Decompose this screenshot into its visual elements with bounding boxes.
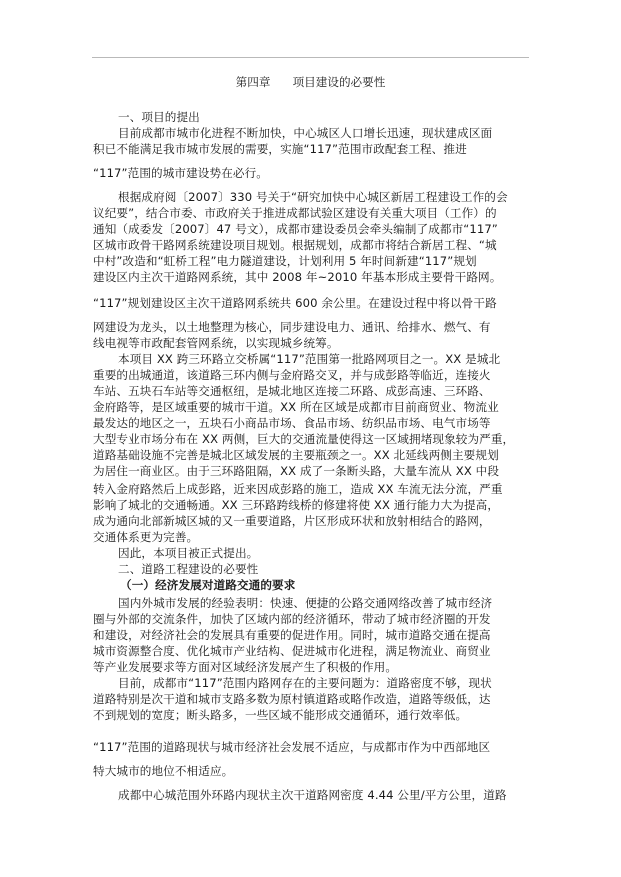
- paragraph-line: 根据成府阅〔2007〕330 号关于“研究加快中心城区新居工程建设工作的会: [118, 190, 508, 204]
- paragraph-line: 目前，成都市“117”范围内路网存在的主要问题为：道路密度不够，现状: [118, 676, 492, 690]
- paragraph-line: 转入金府路然后上成彭路，近来因成彭路的施工，造成 XX 车流无法分流，严重: [93, 482, 503, 496]
- paragraph-line: 本项目 XX 跨三环路立交桥属“117”范围第一批路网项目之一。XX 是城北: [118, 352, 501, 366]
- paragraph-line: 为居住一商业区。由于三环路阻隔，XX 成了一条断头路，大量车流从 XX 中段: [93, 464, 500, 478]
- paragraph-line: 交通体系更为完善。: [93, 530, 199, 544]
- section-heading-1: 一、项目的提出: [118, 110, 200, 124]
- paragraph-line: 议纪要”，结合市委、市政府关于推进成都试验区建设有关重大项目（工作）的: [93, 206, 497, 220]
- paragraph-line: 建设区内主次干道路网系统，其中 2008 年~2010 年基本形成主要骨干路网。: [93, 270, 502, 284]
- paragraph-line: 道路特别是次干道和城市支路多数为原村镇道路或略作改造，道路等级低，达: [93, 692, 491, 706]
- paragraph-line: 目前成都市城市化进程不断加快，中心城区人口增长迅速，现状建成区面: [118, 126, 493, 140]
- paragraph-line: “117”规划建设区主次干道路网系统共 600 余公里。在建设过程中将以骨干路: [93, 296, 497, 310]
- paragraph-line: 网建设为龙头，以土地整理为核心，同步建设电力、通讯、给排水、燃气、有: [93, 320, 491, 334]
- paragraph-line: 通知（成委发〔2007〕47 号文），成都市建设委员会牵头编制了成都市“117”: [93, 222, 498, 236]
- paragraph-line: 车站、五块石车站等交通枢纽，是城北地区连接二环路、成彭高速、三环路、: [93, 384, 491, 398]
- paragraph-line: 特大城市的地位不相适应。: [93, 764, 234, 778]
- subsection-heading: （一）经济发展对道路交通的要求: [120, 578, 296, 592]
- paragraph-line: 城市资源整合度、优化城市产业结构、促进城市化进程，满足物流业、商贸业: [93, 644, 491, 658]
- paragraph-line: 影响了城北的交通畅通。XX 三环路跨线桥的修建将使 XX 通行能力大为提高，: [93, 498, 500, 512]
- paragraph-line: 和建设，对经济社会的发展具有重要的促进作用。同时，城市道路交通在提高: [93, 628, 491, 642]
- paragraph-line: 重要的出城通道，该道路三环内侧与金府路交叉，并与成彭路等临近，连接火: [93, 368, 491, 382]
- paragraph-line: 不到规划的宽度；断头路多，一些区域不能形成交通循环，通行效率低。: [93, 708, 468, 722]
- paragraph-line: “117”范围的道路现状与城市经济社会发展不适应，与成都市作为中西部地区: [93, 740, 491, 754]
- paragraph-line: 区城市政骨干路网系统建设项目规划。根据规划，成都市将结合新居工程、“城: [93, 238, 497, 252]
- paragraph-line: 因此，本项目被正式提出。: [118, 546, 259, 560]
- paragraph-line: 成都中心城范围外环路内现状主次干道路网密度 4.44 公里/平方公里，道路: [118, 788, 507, 802]
- paragraph-line: “117”范围的城市建设势在必行。: [93, 166, 268, 180]
- paragraph-line: 成为通向北部新城区城的又一重要道路，片区形成环状和放射相结合的路网，: [93, 514, 491, 528]
- paragraph-line: 道路基础设施不完善是城北区域发展的主要瓶颈之一。XX 北延线两侧主要规划: [93, 448, 499, 462]
- paragraph-line: 中村”改造和“虹桥工程”电力隧道建设，计划利用 5 年时间新建“117”规划: [93, 254, 477, 268]
- header-rule: [92, 57, 529, 58]
- paragraph-line: 圈与外部的交流条件，加快了区域内部的经济循环，带动了城市经济圈的开发: [93, 612, 491, 626]
- paragraph-line: 国内外城市发展的经验表明：快速、便捷的公路交通网络改善了城市经济: [118, 596, 493, 610]
- section-heading-2: 二、道路工程建设的必要性: [118, 562, 259, 576]
- paragraph-line: 积已不能满足我市城市发展的需要，实施“117”范围市政配套工程、推进: [93, 142, 467, 156]
- paragraph-line: 等产业发展要求等方面对区域经济发展产生了积极的作用。: [93, 660, 398, 674]
- paragraph-line: 最发达的地区之一，五块石小商品市场、食品市场、纺织品市场、电气市场等: [93, 416, 491, 430]
- paragraph-line: 金府路等，是区域重要的城市干道。XX 所在区域是成都市目前商贸业、物流业: [93, 400, 499, 414]
- paragraph-line: 大型专业市场分布在 XX 两侧，巨大的交通流量使得这一区域拥堵现象较为严重，: [93, 432, 515, 446]
- chapter-title: 第四章 项目建设的必要性: [235, 75, 386, 89]
- paragraph-line: 线电视等市政配套管网系统，以实现城乡统筹。: [93, 336, 339, 350]
